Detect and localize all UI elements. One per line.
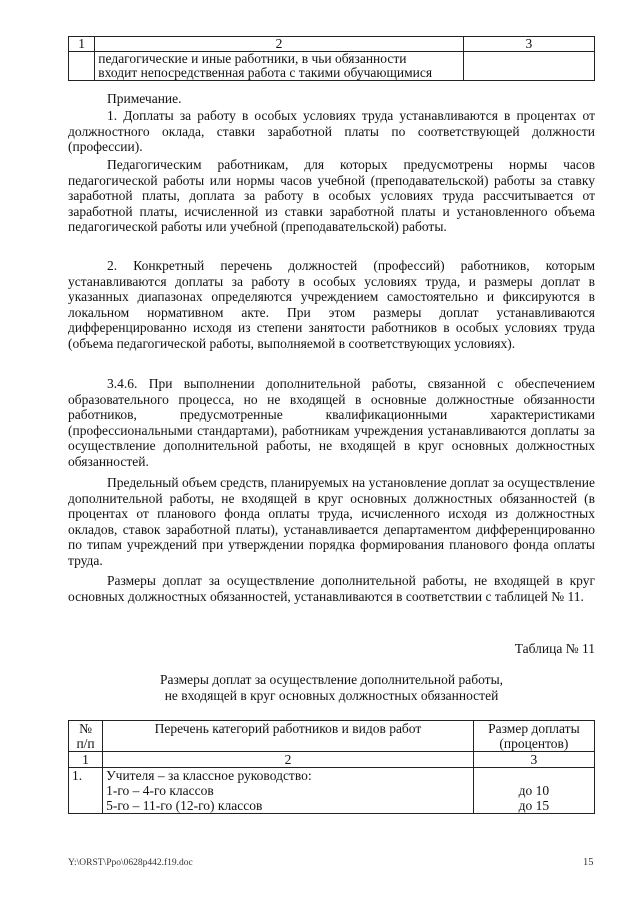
spacer — [477, 768, 591, 783]
table-title-line-1: Размеры доплат за осуществление дополнительной работы, — [159, 672, 504, 687]
header-cell-list: Перечень категорий работников и видов работ — [103, 721, 474, 752]
header-text: Размер доплаты — [488, 721, 580, 736]
header-text: п/п — [76, 736, 95, 751]
header-text: (процентов) — [499, 736, 569, 751]
table-cell: 3 — [463, 37, 594, 52]
row-sub-item: 1-го – 4-го классов — [106, 783, 214, 798]
doplaty-table — [68, 720, 595, 814]
table-cell — [69, 52, 95, 81]
row-value: до 10 — [518, 783, 550, 798]
row-list-cell — [103, 768, 474, 814]
table-row — [69, 768, 595, 814]
cell-line: входит непосредственная работа с такими обучающимися — [98, 65, 433, 80]
footer-file-path: Y:\ORST\Ppo\0628p442.f19.doc — [68, 858, 193, 868]
paragraph-5: Предельный объем средств, планируемых на установление доплат за осуществление дополнительной работы, не входящей в круг основных должностных обязанностей (в процентах от планового фонда оплаты труда, исчисленного исходя из должностных окладов, ставок заработной платы), устанавливается департаментом дифференцированно по типам учреждений при утверждении порядка формирования планового фонда оплаты труда. — [68, 475, 595, 568]
table-cell: 1 — [69, 752, 103, 768]
paragraph-2: Педагогическим работникам, для которых предусмотрены нормы часов педагогической работы или нормы часов учебной (преподавательской) работы за ставку заработной платы, доплата за работу в особых условиях труда рассчитывается от заработной платы, исчисленной из ставки заработной платы и установленного объема педагогической работы или учебной (преподавательской) работы. — [68, 157, 595, 235]
continued-table — [68, 36, 595, 81]
header-cell-number — [69, 721, 103, 752]
paragraph-4: 3.4.6. При выполнении дополнительной работы, связанной с обеспечением образовательного процесса, но не входящей в основные должностные обязанности работников, предусмотренные квалификационными характеристиками (профессиональными стандартами), работникам учреждения устанавливаются доплаты за осуществление дополнительной работы, не входящей в круг основных должностных обязанностей. — [68, 376, 595, 469]
table-title-line-2: не входящей в круг основных должностных обязанностей — [164, 688, 499, 703]
table-cell — [95, 52, 463, 81]
table-label: Таблица № 11 — [514, 641, 595, 656]
table-cell: 2 — [95, 37, 463, 52]
row-sub-item: 5-го – 11-го (12-го) классов — [106, 798, 263, 813]
paragraph-3: 2. Конкретный перечень должностей (профессий) работников, которым устанавливаются доплаты за работу в особых условиях труда, и размеры доплат в указанных диапазонах определяются учреждением самостоятельно и фиксируются в локальном нормативном акте. При этом размеры доплат устанавливаются дифференцированно исходя из степени занятости работников в особых условиях труда (объема педагогической работы, выполняемой в соответствующих условиях). — [68, 258, 595, 351]
header-cell-size — [473, 721, 594, 752]
paragraph-6: Размеры доплат за осуществление дополнительной работы, не входящей в круг основных должностных обязанностей, устанавливаются в соответствии с таблицей № 11. — [68, 573, 595, 604]
table-number-row — [69, 37, 595, 52]
paragraph-1: 1. Доплаты за работу в особых условиях труда устанавливаются в процентах от должностного оклада, ставки заработной платы по соответствующей должности (профессии). — [68, 108, 595, 155]
table-cell: 3 — [473, 752, 594, 768]
table-cell — [463, 52, 594, 81]
row-number-cell: 1. — [69, 768, 103, 814]
row-value-cell — [473, 768, 594, 814]
table-row — [69, 52, 595, 81]
row-value: до 15 — [518, 798, 550, 813]
table-cell: 2 — [103, 752, 474, 768]
table-cell: 1 — [69, 37, 95, 52]
header-text: № — [79, 721, 92, 736]
table-number-row — [69, 752, 595, 768]
note-heading: Примечание. — [107, 91, 182, 106]
table-header-row — [69, 721, 595, 752]
page-number: 15 — [583, 857, 594, 868]
row-title: Учителя – за классное руководство: — [106, 768, 312, 783]
cell-line: педагогические и иные работники, в чьи обязанности — [98, 51, 407, 66]
